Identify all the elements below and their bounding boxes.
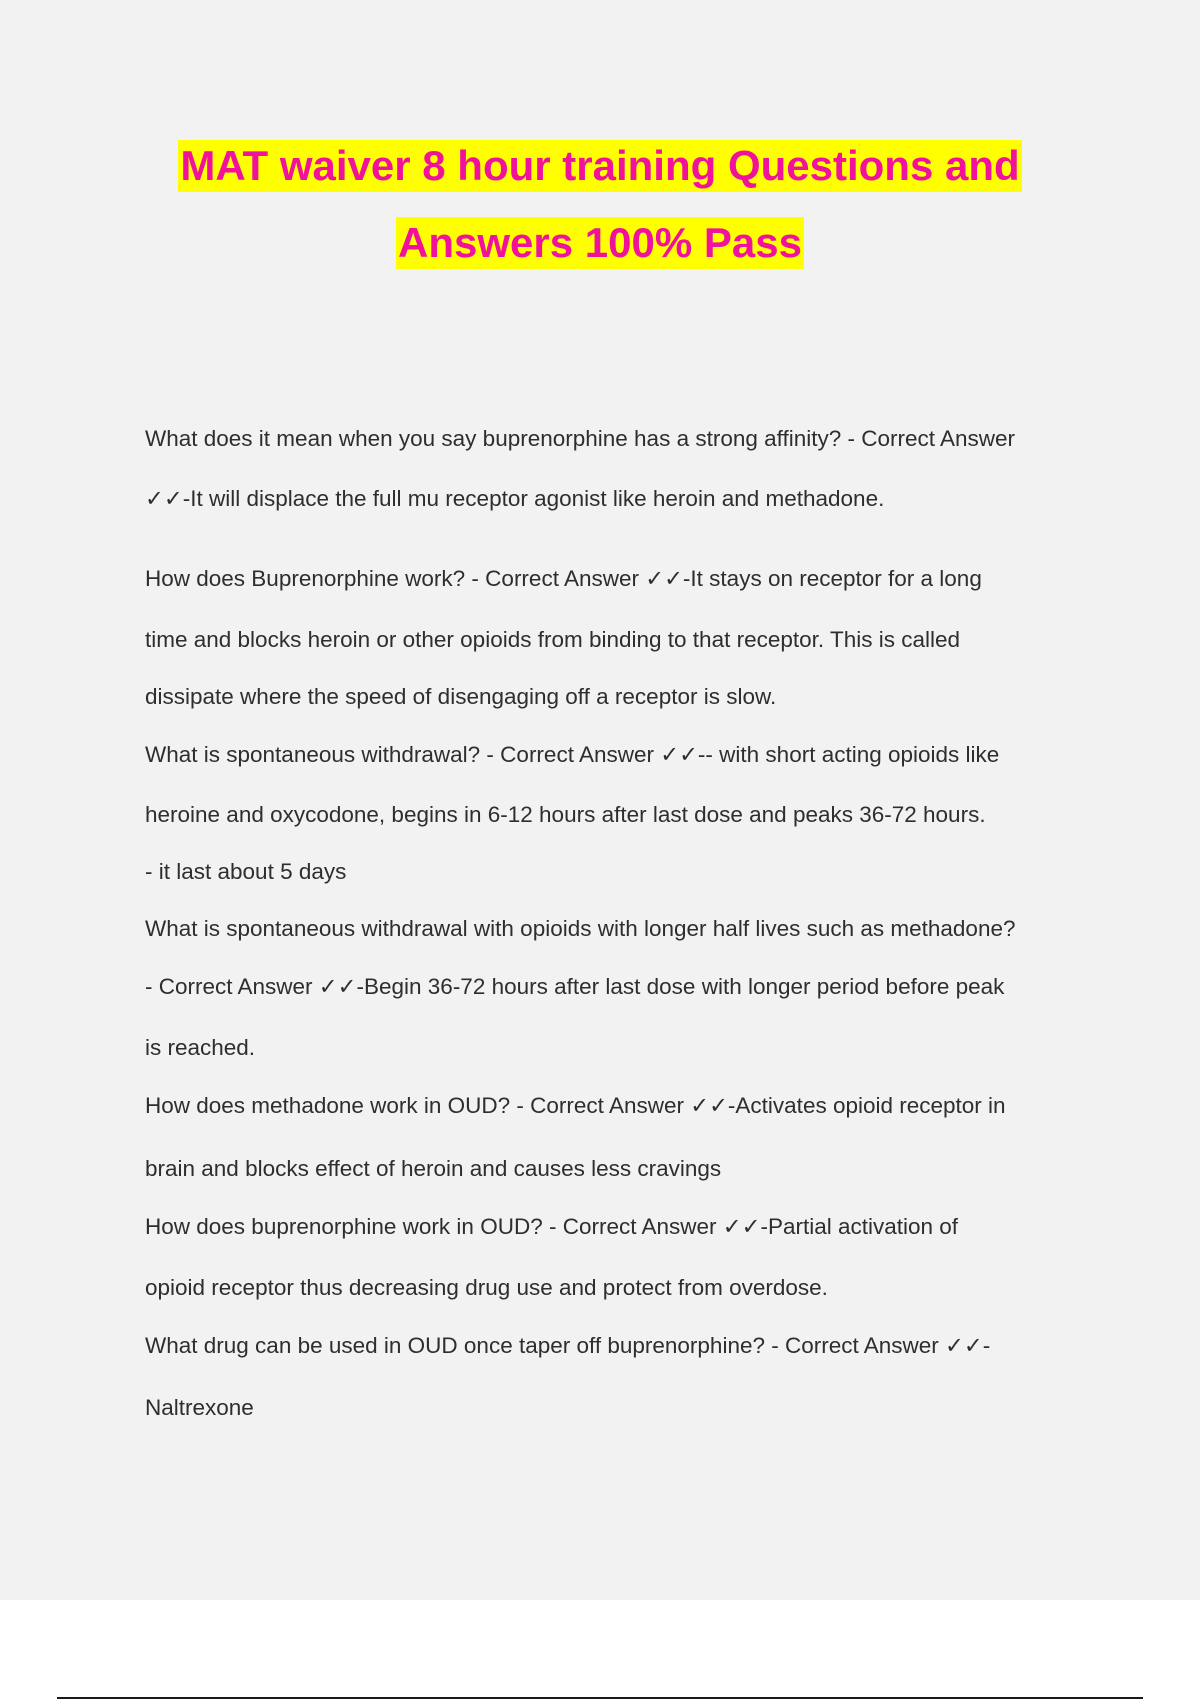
title-line	[0, 217, 1200, 294]
qa-text-line: How does buprenorphine work in OUD? - Correct Answer ✓✓-Partial activation of	[145, 1214, 959, 1239]
title-line	[0, 140, 1200, 217]
qa-text-line: is reached.	[145, 1035, 256, 1060]
title-line-2: Answers 100% Pass	[396, 217, 804, 269]
qa-text-line: dissipate where the speed of disengaging off a receptor is slow.	[145, 684, 777, 709]
qa-text-line: - Correct Answer ✓✓-Begin 36-72 hours after last dose with longer period before peak	[145, 974, 1005, 999]
qa-text-line: ✓✓-It will displace the full mu receptor agonist like heroin and methadone.	[145, 486, 885, 511]
qa-text-line: What is spontaneous withdrawal with opioids with longer half lives such as methadone?	[145, 916, 1016, 941]
qa-text-line: How does methadone work in OUD? - Correct Answer ✓✓-Activates opioid receptor in	[145, 1093, 1006, 1118]
qa-text-line: heroine and oxycodone, begins in 6-12 hours after last dose and peaks 36-72 hours.	[145, 802, 986, 827]
qa-text-line: What drug can be used in OUD once taper off buprenorphine? - Correct Answer ✓✓-	[145, 1333, 991, 1358]
qa-text-line: How does Buprenorphine work? - Correct Answer ✓✓-It stays on receptor for a long	[145, 566, 982, 591]
qa-text-line: Naltrexone	[145, 1395, 254, 1420]
footer-divider	[57, 1697, 1143, 1699]
qa-text-line: - it last about 5 days	[145, 859, 347, 884]
document-title	[0, 140, 1200, 294]
qa-text-line: What does it mean when you say buprenorphine has a strong affinity? - Correct Answer	[145, 426, 1016, 451]
qa-text-line: What is spontaneous withdrawal? - Correct Answer ✓✓-- with short acting opioids like	[145, 742, 1000, 767]
title-line-1: MAT waiver 8 hour training Questions and	[178, 140, 1021, 192]
qa-text-line: opioid receptor thus decreasing drug use and protect from overdose.	[145, 1275, 828, 1300]
qa-text-line: brain and blocks effect of heroin and causes less cravings	[145, 1156, 722, 1181]
qa-text-line: time and blocks heroin or other opioids from binding to that receptor. This is called	[145, 627, 961, 652]
